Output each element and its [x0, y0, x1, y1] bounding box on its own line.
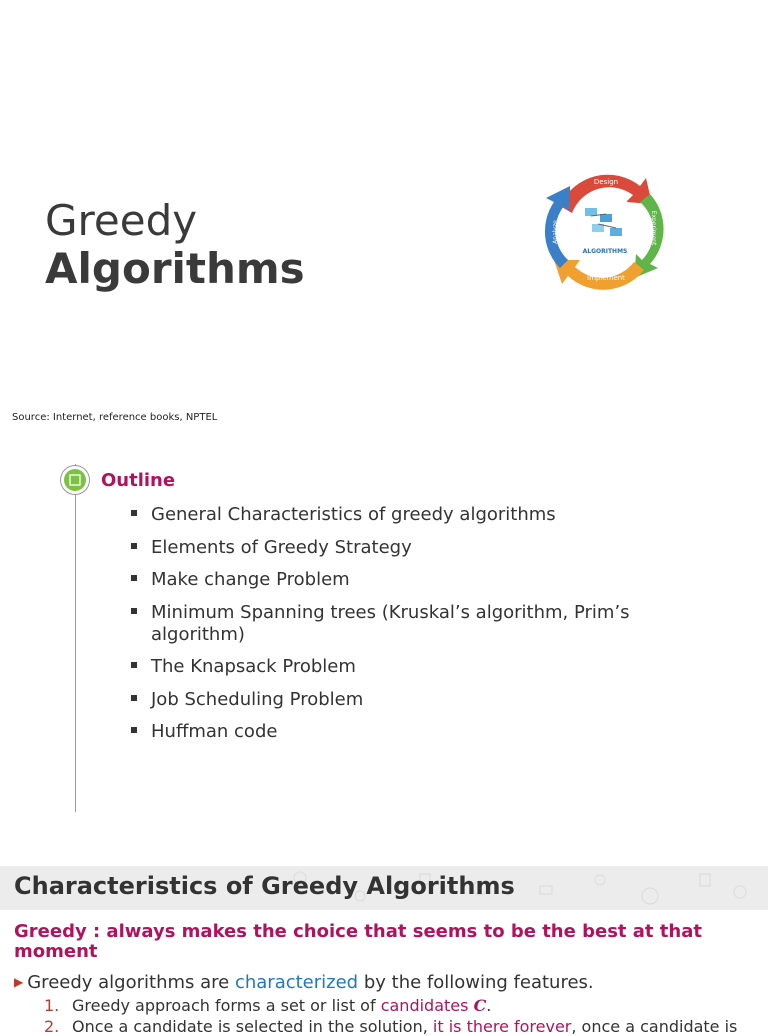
graphic-label-analyze: Analyze	[552, 220, 559, 244]
outline-slide	[0, 432, 768, 864]
highlight-characterized: characterized	[234, 972, 359, 993]
highlight-candidates: candidates	[380, 996, 469, 1015]
square-bullet-icon	[131, 510, 137, 516]
square-bullet-icon	[131, 695, 137, 701]
flow-box	[610, 228, 622, 236]
graphic-label-implement: Implement	[587, 274, 625, 282]
outline-bullet	[60, 465, 90, 495]
feature-item-1: 1. Greedy approach forms a set or list of candidates C.	[44, 996, 492, 1015]
center-disc	[569, 194, 641, 266]
title-slide	[0, 0, 768, 432]
title-line-greedy: Greedy	[45, 196, 198, 245]
list-item: Minimum Spanning trees (Kruskal’s algorithm, Prim’s algorithm)	[130, 602, 650, 646]
list-item: Job Scheduling Problem	[130, 689, 650, 711]
list-item: General Characteristics of greedy algorithms	[130, 504, 650, 526]
list-item: Make change Problem	[130, 569, 650, 591]
math-symbol-c: C	[473, 996, 487, 1015]
feature-item-2: 2. Once a candidate is selected in the solution, it is there forever, once a candidate is	[44, 1017, 738, 1036]
outline-bullet-fill	[64, 469, 86, 491]
square-bullet-icon	[131, 608, 137, 614]
list-item: The Knapsack Problem	[130, 656, 650, 678]
title-line-algorithms: Algorithms	[45, 244, 305, 293]
square-bullet-icon	[131, 662, 137, 668]
list-item: Huffman code	[130, 721, 650, 743]
source-note: Source: Internet, reference books, NPTEL	[12, 412, 218, 423]
greedy-definition: Greedy : always makes the choice that seems to be the best at that moment	[14, 921, 702, 962]
graphic-label-design: Design	[593, 178, 619, 186]
square-bullet-icon	[131, 575, 137, 581]
graphic-label-experiment: Experiment	[650, 210, 657, 246]
timeline-divider	[75, 464, 76, 812]
list-item: Elements of Greedy Strategy	[130, 537, 650, 559]
slide-header-band	[0, 866, 768, 910]
placeholder-square-icon	[69, 474, 81, 486]
algorithm-cycle-graphic	[540, 168, 670, 294]
highlight-there-forever: it is there forever	[432, 1017, 572, 1036]
square-bullet-icon	[131, 727, 137, 733]
features-intro: ▶ Greedy algorithms are characterized by the following features.	[14, 972, 594, 993]
outline-heading: Outline	[101, 470, 176, 491]
slide-title: Characteristics of Greedy Algorithms	[14, 872, 515, 900]
square-bullet-icon	[131, 543, 137, 549]
characteristics-slide	[0, 866, 768, 1036]
flow-box	[600, 214, 612, 222]
triangle-bullet-icon: ▶	[14, 975, 24, 989]
outline-list	[130, 504, 650, 754]
graphic-center-label: ALGORITHMS	[582, 248, 628, 255]
flow-box	[585, 208, 597, 216]
